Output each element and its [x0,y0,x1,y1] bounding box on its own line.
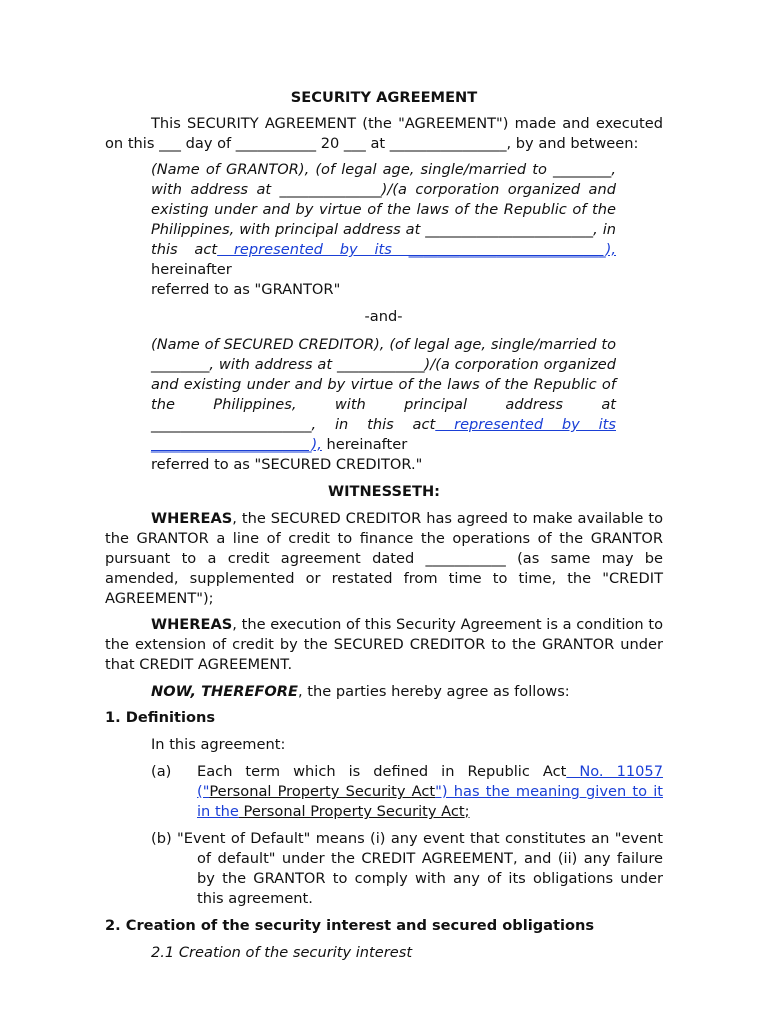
grantor-tail: hereinafter [151,261,232,278]
definition-a-text-2: Personal Property Security Act [209,783,436,800]
republic-act-link[interactable]: No. 11057 (" [197,763,663,800]
grantor-text: (Name of GRANTOR), (of legal age, single/married to ________, with address at ______________)/(a corporation organized and existing under and by virtue of the laws of the Republic of the Philippines, with principal address at _______________________, in this act [151,161,616,258]
grantor-referred-line: referred to as "GRANTOR" [151,281,341,298]
section-1-heading: 1. Definitions [105,709,216,726]
intro-paragraph: This SECURITY AGREEMENT (the "AGREEMENT") made and executed on this ___ day of ___________ 20 ___ at ________________, by and between: [105,115,663,152]
creditor-representative-link[interactable]: represented by its ______________________), [151,416,616,453]
creditor-text: (Name of SECURED CREDITOR), (of legal age, single/married to ________, with address at ____________)/(a corporation organized and existing under and by virtue of the laws of the Republic of the Philippines, with principal address at ______________________, in this act [151,336,616,433]
document-page [105,84,663,963]
whereas-paragraph-1 [105,509,663,609]
definition-a-text-1: Each term which is defined in Republic Act [197,763,567,780]
whereas-1-text: , the SECURED CREDITOR has agreed to make available to the GRANTOR a line of credit to finance the operations of the GRANTOR pursuant to a credit agreement dated ___________ (as same may be amended, supplemented or restated from time to time, the "CREDIT AGREEMENT"); [105,510,663,607]
witnesseth-heading: WITNESSETH: [327,483,440,500]
creditor-paragraph [151,335,616,455]
now-therefore-lead: NOW, THEREFORE [151,683,298,700]
definition-a-label: (a) [151,763,172,780]
whereas-2-text: , the execution of this Security Agreement is a condition to the extension of credit by the SECURED CREDITOR to the GRANTOR under that CREDIT AGREEMENT. [105,616,663,673]
section-2-1-heading: 2.1 Creation of the security interest [151,944,413,961]
definition-a-end: ; [464,803,470,820]
section-2-heading: 2. Creation of the security interest and secured obligations [105,917,595,934]
now-therefore-paragraph [105,682,663,702]
definition-a [105,762,663,822]
whereas-paragraph-2 [105,615,663,675]
document-title: SECURITY AGREEMENT [290,89,478,106]
grantor-paragraph [151,160,616,280]
meaning-link[interactable]: ") has the meaning given to it in the [197,783,663,820]
definition-b: (b) "Event of Default" means (i) any event that constitutes an "event of default" under the CREDIT AGREEMENT, and (ii) any failure by the GRANTOR to comply with any of its obligations under this agreement. [151,830,663,907]
definition-a-text-3: Personal Property Security Act [238,803,465,820]
creditor-tail: hereinafter [321,436,408,453]
now-therefore-text: , the parties hereby agree as follows: [298,683,570,700]
and-separator: -and- [364,308,403,325]
grantor-representative-link[interactable]: represented by its ___________________________), [217,241,616,258]
creditor-referred-line: referred to as "SECURED CREDITOR." [151,456,423,473]
whereas-1-lead: WHEREAS [151,510,233,527]
section-1-intro: In this agreement: [151,736,286,753]
whereas-2-lead: WHEREAS [151,616,233,633]
